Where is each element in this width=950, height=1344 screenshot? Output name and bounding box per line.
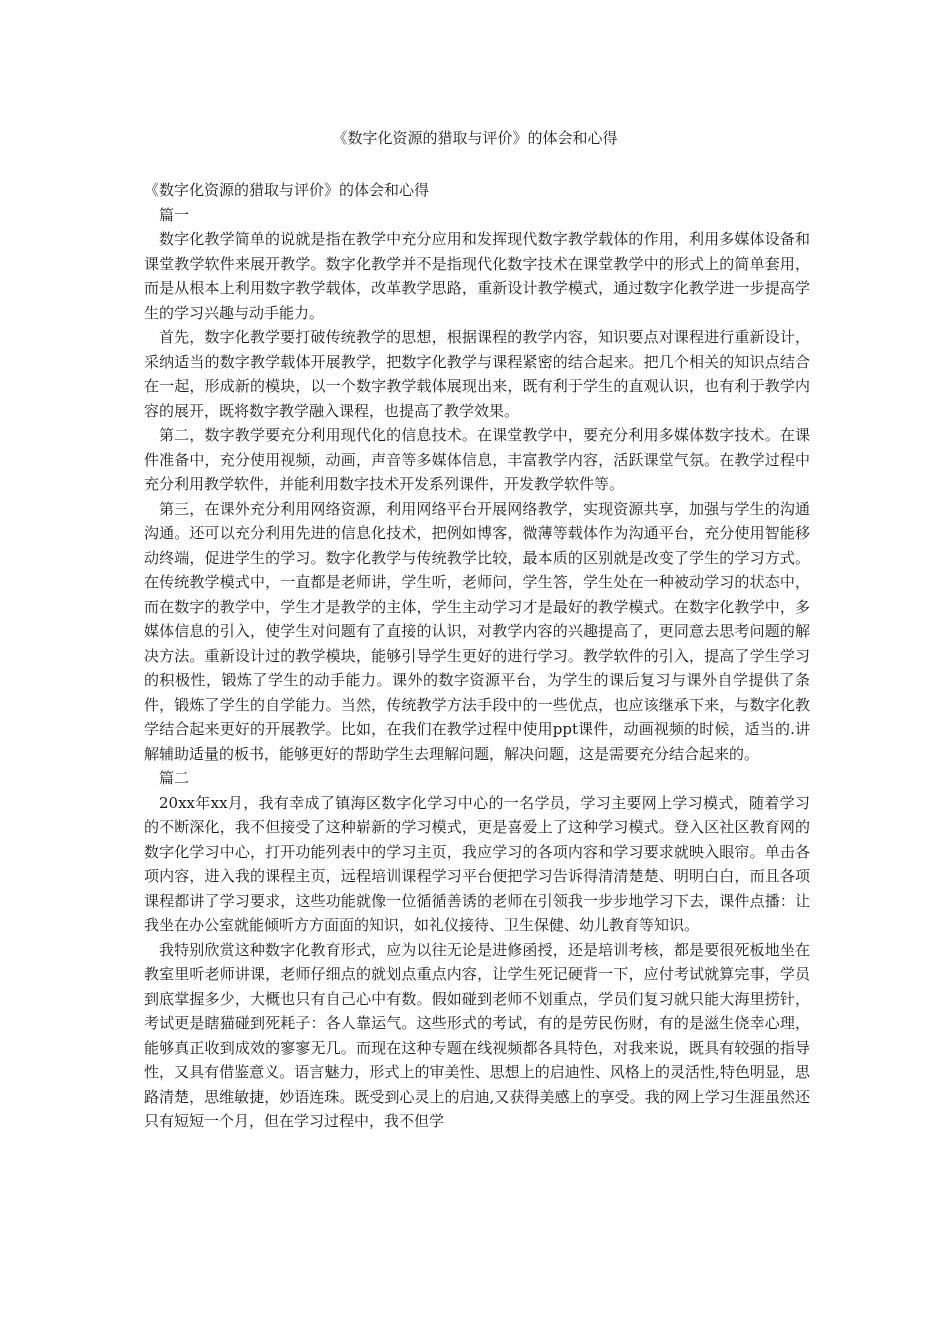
paragraph: 我特别欣赏这种数字化教育形式，应为以往无论是进修函授，还是培训考核，都是要很死板地坐在教室里听老师讲课，老师仔细点的就划点重点内容，让学生死记硬背一下，应付考试就算完事，学员到底掌握多少，大概也只有自己心中有数。假如碰到老师不划重点，学员们复习就只能大海里捞针，考试更是瞎猫碰到死耗子：各人靠运气。这些形式的考试，有的是劳民伤财，有的是滋生侥幸心理，能够真正收到成效的寥寥无几。而现在这种专题在线视频都各具特色，对我来说，既具有较强的指导性，又具有借鉴意义。语言魅力，形式上的审美性、思想上的启迪性、风格上的灵活性,特色明显，思路清楚，思维敏捷，妙语连珠。既受到心灵上的启迪,又获得美感上的享受。我的网上学习生涯虽然还只有短短一个月，但在学习过程中，我不但学	[144, 940, 810, 1130]
paragraph: 第二，数字教学要充分利用现代化的信息技术。在课堂教学中，要充分利用多媒体数字技术。在课件准备中，充分使用视频，动画，声音等多媒体信息，丰富教学内容，活跃课堂气氛。在教学过程中充分利用教学软件，并能利用数字技术开发系列课件，开发教学软件等。	[144, 426, 810, 493]
document-title: 《数字化资源的猎取与评价》的体会和心得	[332, 129, 618, 147]
document-body	[144, 178, 810, 1134]
section-heading-2: 篇二	[159, 769, 190, 787]
paragraph: 数字化教学简单的说就是指在教学中充分应用和发挥现代数字教学载体的作用，利用多媒体设备和课堂教学软件来展开教学。数字化教学并不是指现代化数字技术在课堂教学中的形式上的简单套用，而是从根本上利用数字教学载体，改革教学思路，重新设计教学模式，通过数字化教学进一步提高学生的学习兴趣与动手能力。	[144, 230, 810, 322]
document-subtitle: 《数字化资源的猎取与评价》的体会和心得	[144, 181, 430, 199]
paragraph: 20xx年xx月，我有幸成了镇海区数字化学习中心的一名学员，学习主要网上学习模式，随着学习的不断深化，我不但接受了这种崭新的学习模式，更是喜爱上了这种学习模式。登入区社区教育网的数字化学习中心，打开功能列表中的学习主页，我应学习的各项内容和学习要求就映入眼帘。单击各项内容，进入我的课程主页，远程培训课程学习平台便把学习告诉得清清楚楚、明明白白，而且各项课程都讲了学习要求，这些功能就像一位循循善诱的老师在引领我一步步地学习下去，课件点播：让我坐在办公室就能倾听方方面面的知识，如礼仪接待、卫生保健、幼儿教育等知识。	[144, 793, 810, 934]
section-heading-1: 篇一	[159, 205, 190, 224]
paragraph: 第三，在课外充分利用网络资源，利用网络平台开展网络教学，实现资源共享，加强与学生的沟通沟通。还可以充分利用先进的信息化技术，把例如博客，微薄等载体作为沟通平台，充分使用智能移动终端，促进学生的学习。数字化教学与传统教学比较，最本质的区别就是改变了学生的学习方式。在传统教学模式中，一直都是老师讲，学生听，老师问，学生答，学生处在一种被动学习的状态中，而在数字的教学中，学生才是教学的主体，学生主动学习才是最好的教学模式。在数字化教学中，多媒体信息的引入，使学生对问题有了直接的认识，对教学内容的兴趣提高了，更同意去思考问题的解决方法。重新设计过的教学模块，能够引导学生更好的进行学习。教学软件的引入，提高了学生学习的积极性，锻炼了学生的动手能力。课外的数字资源平台，为学生的课后复习与课外自学提供了条件，锻炼了学生的自学能力。当然，传统教学方法手段中的一些优点，也应该继承下来，与数字化教学结合起来更好的开展教学。比如，在我们在教学过程中使用ppt课件，动画视频的时候，适当的.讲解辅助适量的板书，能够更好的帮助学生去理解问题，解决问题，这是需要充分结合起来的。	[144, 499, 810, 763]
paragraph: 首先，数字化教学要打破传统教学的思想，根据课程的教学内容，知识要点对课程进行重新设计，采纳适当的数字教学载体开展教学，把数字化教学与课程紧密的结合起来。把几个相关的知识点结合在一起，形成新的模块，以一个数字教学载体展现出来，既有利于学生的直观认识，也有利于教学内容的展开，既将数字教学融入课程，也提高了教学效果。	[144, 328, 810, 420]
